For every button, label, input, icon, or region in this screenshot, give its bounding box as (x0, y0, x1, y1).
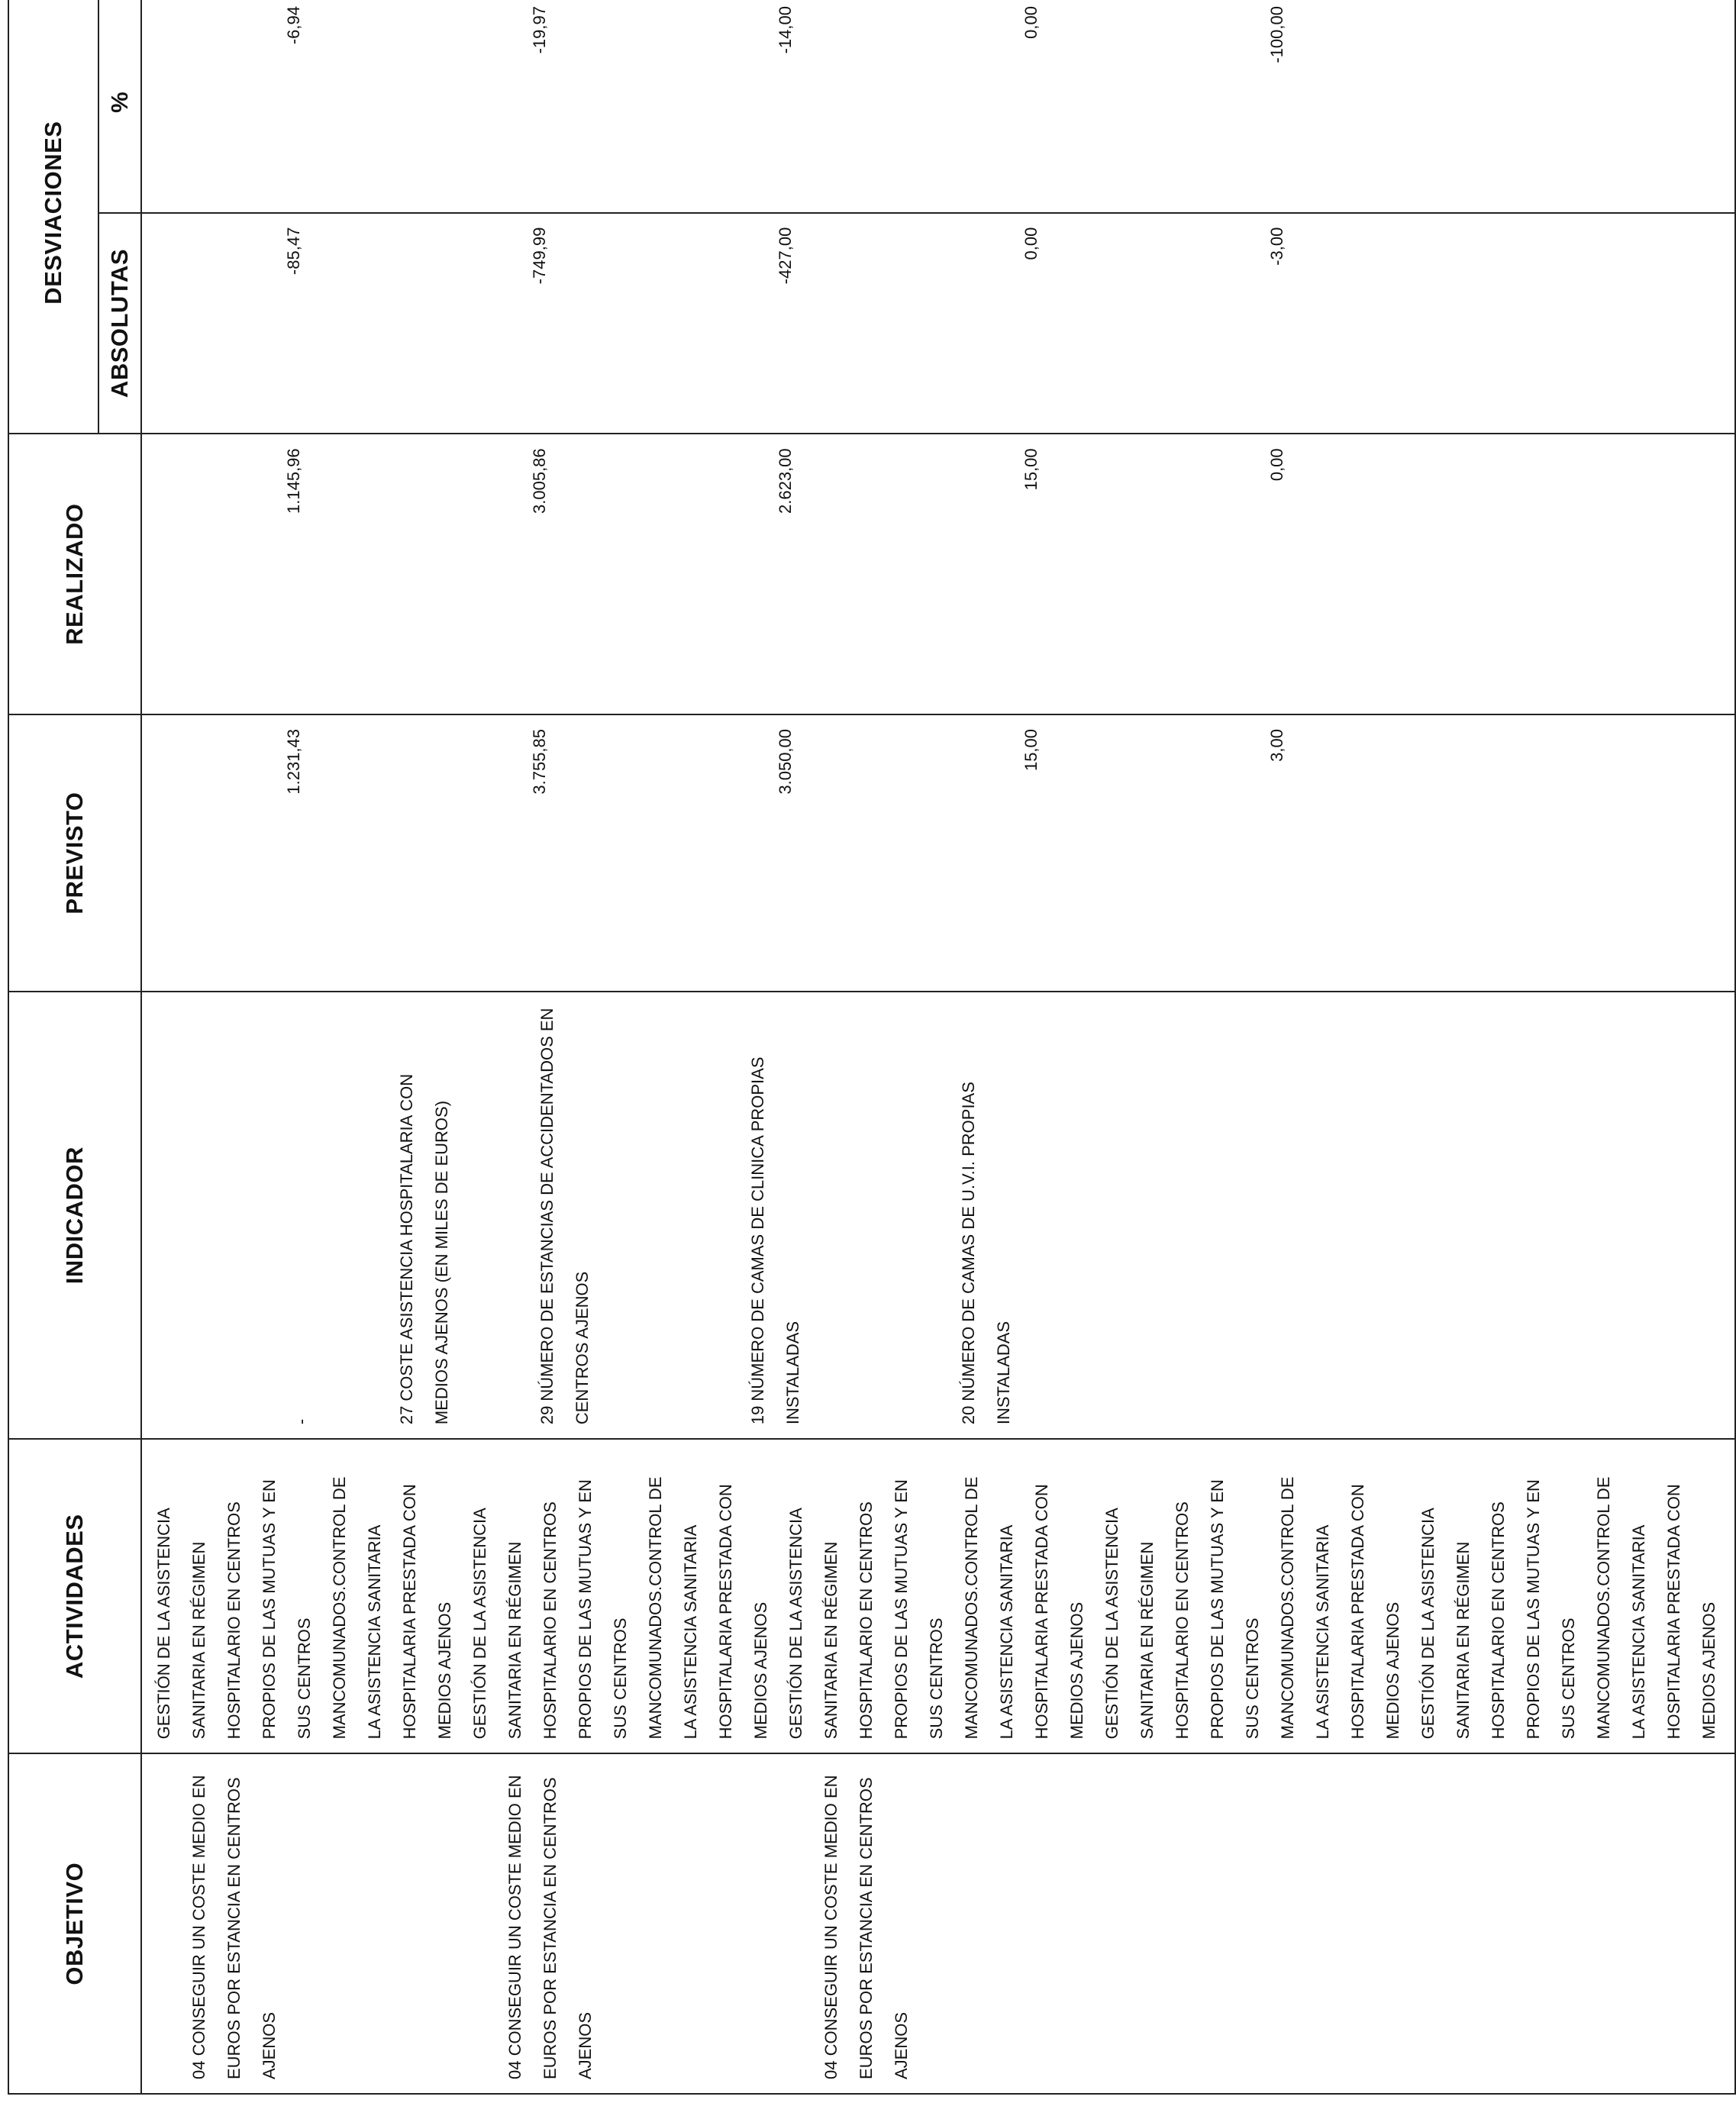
header-realizado: REALIZADO (8, 434, 141, 714)
objetivo-1: 04 CONSEGUIR UN COSTE MEDIO EN EUROS POR ESTANCIA EN CENTROS AJENOS (189, 1775, 279, 2079)
realizado-1: 1.145,96 (284, 448, 303, 514)
previsto-4: 15,00 (1021, 728, 1041, 772)
header-porcentaje: % (98, 0, 141, 213)
realizado-cell (141, 434, 1735, 714)
indicador-3: 29 NÚMERO DE ESTANCIAS DE ACCIDENTADOS EN CENTROS AJENOS (537, 1008, 592, 1425)
porcentaje-1: -6,94 (284, 6, 303, 45)
table-row (141, 0, 1735, 2094)
absolutas-4: 0,00 (1021, 227, 1041, 260)
porcentaje-cell (141, 0, 1735, 213)
objectives-table (8, 0, 1736, 2095)
header-indicador: INDICADOR (8, 992, 141, 1439)
actividad-4: GESTIÓN DE LA ASISTENCIA SANITARIA EN RÉGIMEN HOSPITALARIO EN CENTROS PROPIOS DE LAS MUTUAS Y EN SUS CENTROS MANCOMUNADOS.CONTROL DE LA ASISTENCIA SANITARIA HOSPITALARIA PRESTADA CON MEDIOS AJENOS (1102, 1476, 1402, 1740)
actividad-3: GESTIÓN DE LA ASISTENCIA SANITARIA EN RÉGIMEN HOSPITALARIO EN CENTROS PROPIOS DE LAS MUTUAS Y EN SUS CENTROS MANCOMUNADOS.CONTROL DE LA ASISTENCIA SANITARIA HOSPITALARIA PRESTADA CON MEDIOS AJENOS (786, 1476, 1086, 1740)
previsto-cell (141, 714, 1735, 992)
porcentaje-3: -14,00 (776, 6, 795, 54)
absolutas-1: -85,47 (284, 227, 303, 276)
indicador-4: 19 NÚMERO DE CAMAS DE CLINICA PROPIAS INSTALADAS (748, 1056, 802, 1425)
objetivo-cell (141, 1753, 1735, 2094)
absolutas-3: -427,00 (776, 227, 795, 285)
realizado-2: 3.005,86 (530, 448, 549, 514)
absolutas-5: -3,00 (1267, 227, 1286, 266)
header-objetivo: OBJETIVO (8, 1753, 141, 2094)
porcentaje-5: -100,00 (1267, 6, 1286, 63)
objetivo-3: 04 CONSEGUIR UN COSTE MEDIO EN EUROS POR ESTANCIA EN CENTROS AJENOS (821, 1775, 911, 2079)
indicador-5: 20 NÚMERO DE CAMAS DE U.V.I. PROPIAS INSTALADAS (959, 1082, 1013, 1425)
header-previsto: PREVISTO (8, 714, 141, 992)
realizado-5: 0,00 (1267, 448, 1286, 482)
actividad-1: GESTIÓN DE LA ASISTENCIA SANITARIA EN RÉGIMEN HOSPITALARIO EN CENTROS PROPIOS DE LAS MUTUAS Y EN SUS CENTROS MANCOMUNADOS.CONTROL DE LA ASISTENCIA SANITARIA HOSPITALARIA PRESTADA CON MEDIOS AJENOS (154, 1476, 454, 1740)
previsto-1: 1.231,43 (284, 728, 303, 795)
porcentaje-4: 0,00 (1021, 6, 1041, 39)
actividad-5: GESTIÓN DE LA ASISTENCIA SANITARIA EN RÉGIMEN HOSPITALARIO EN CENTROS PROPIOS DE LAS MUTUAS Y EN SUS CENTROS MANCOMUNADOS.CONTROL DE LA ASISTENCIA SANITARIA HOSPITALARIA PRESTADA CON MEDIOS AJENOS (1418, 1476, 1718, 1740)
indicador-2: 27 COSTE ASISTENCIA HOSPITALARIA CON MEDIOS AJENOS (EN MILES DE EUROS) (397, 1073, 451, 1425)
previsto-5: 3,00 (1267, 728, 1286, 762)
header-actividades: ACTIVIDADES (8, 1439, 141, 1753)
absolutas-cell (141, 213, 1735, 434)
header-desviaciones: DESVIACIONES (8, 0, 98, 434)
previsto-3: 3.050,00 (776, 728, 795, 795)
objetivo-2: 04 CONSEGUIR UN COSTE MEDIO EN EUROS POR ESTANCIA EN CENTROS AJENOS (505, 1775, 595, 2079)
realizado-4: 15,00 (1021, 448, 1041, 491)
porcentaje-2: -19,97 (530, 6, 549, 54)
absolutas-2: -749,99 (530, 227, 549, 285)
indicador-cell (141, 992, 1735, 1439)
header-absolutas: ABSOLUTAS (98, 213, 141, 434)
realizado-3: 2.623,00 (776, 448, 795, 514)
actividad-2: GESTIÓN DE LA ASISTENCIA SANITARIA EN RÉGIMEN HOSPITALARIO EN CENTROS PROPIOS DE LAS MUTUAS Y EN SUS CENTROS MANCOMUNADOS.CONTROL DE LA ASISTENCIA SANITARIA HOSPITALARIA PRESTADA CON MEDIOS AJENOS (470, 1476, 770, 1740)
previsto-2: 3.755,85 (530, 728, 549, 795)
indicador-1: - (292, 1418, 311, 1425)
actividades-cell (141, 1439, 1735, 1753)
